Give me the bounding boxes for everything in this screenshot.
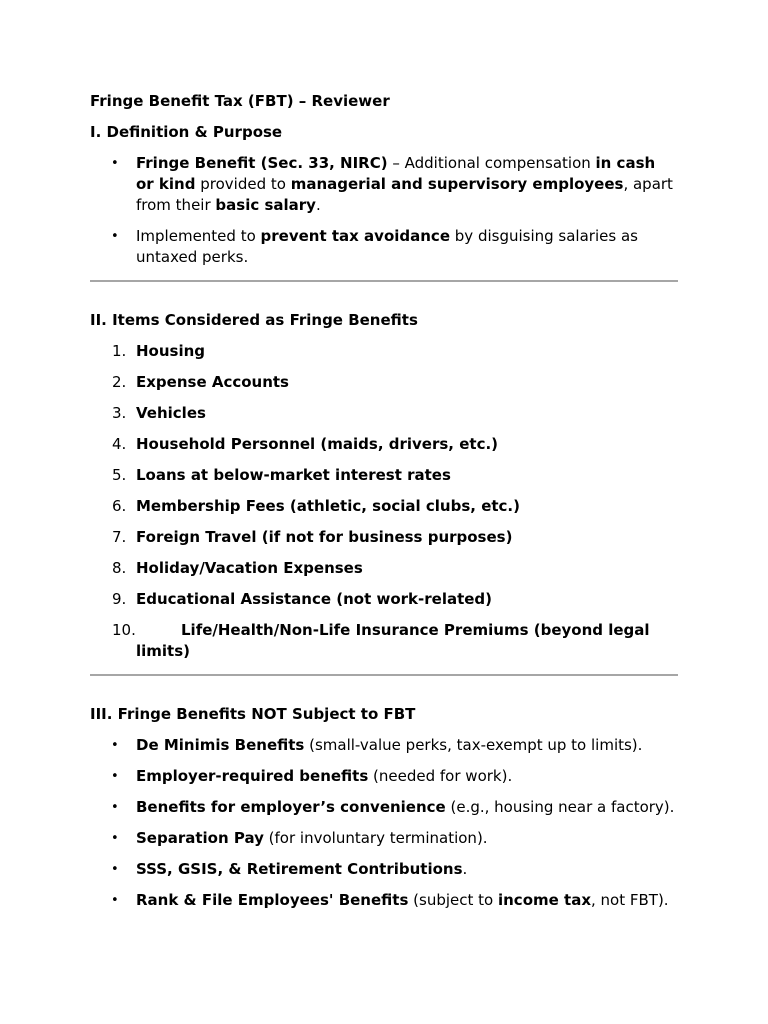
item-text: Membership Fees (athletic, social clubs, etc.) <box>136 497 520 515</box>
list-item <box>90 620 678 662</box>
term: SSS, GSIS, & Retirement Contributions <box>136 860 463 878</box>
horizontal-divider <box>90 674 678 676</box>
term: prevent tax avoidance <box>260 227 451 245</box>
term: Benefits for employer’s convenience <box>136 798 446 816</box>
section-1-heading: I. Definition & Purpose <box>90 123 283 141</box>
horizontal-divider <box>90 280 678 282</box>
item-text: Loans at below-market interest rates <box>136 466 451 484</box>
item-text: Household Personnel (maids, drivers, etc.) <box>136 435 499 453</box>
list-item <box>90 558 678 579</box>
item-text: Housing <box>136 342 206 360</box>
list-item <box>90 434 678 455</box>
term: Rank & File Employees' Benefits <box>136 891 409 909</box>
section-3-list <box>90 735 678 911</box>
list-number: 6. <box>112 497 127 515</box>
text: – Additional compensation <box>387 154 596 172</box>
list-item <box>90 465 678 486</box>
list-number: 7. <box>112 528 127 546</box>
list-item <box>90 797 678 818</box>
list-number: 5. <box>112 466 127 484</box>
text: , apart from their <box>136 175 673 214</box>
list-item <box>90 372 678 393</box>
text: . <box>315 196 321 214</box>
term: in cash or kind <box>136 154 656 193</box>
list-number: 2. <box>112 373 127 391</box>
section-2-heading: II. Items Considered as Fringe Benefits <box>90 311 418 329</box>
list-number: 10. <box>112 621 136 639</box>
text: by disguising salaries as untaxed perks. <box>136 227 638 266</box>
list-number: 8. <box>112 559 127 577</box>
list-number: 1. <box>112 342 127 360</box>
text: Implemented to <box>136 227 261 245</box>
document-title: Fringe Benefit Tax (FBT) – Reviewer <box>90 92 390 110</box>
list-item <box>90 766 678 787</box>
list-item <box>90 341 678 362</box>
list-item <box>90 403 678 424</box>
term: Employer-required benefits <box>136 767 369 785</box>
term: Separation Pay <box>136 829 264 847</box>
item-text: Foreign Travel (if not for business purposes) <box>136 528 513 546</box>
item-text: Holiday/Vacation Expenses <box>136 559 363 577</box>
item-text: Vehicles <box>136 404 206 422</box>
text: (subject to <box>408 891 498 909</box>
list-item <box>90 527 678 548</box>
item-text: Educational Assistance (not work-related) <box>136 590 493 608</box>
term: basic salary <box>215 196 316 214</box>
list-number: 9. <box>112 590 127 608</box>
text: (small-value perks, tax-exempt up to limits). <box>304 736 643 754</box>
list-item <box>90 153 678 216</box>
list-number: 3. <box>112 404 127 422</box>
term: income tax <box>497 891 591 909</box>
section-1-list <box>90 153 678 268</box>
list-item <box>90 226 678 268</box>
section-3-heading: III. Fringe Benefits NOT Subject to FBT <box>90 705 416 723</box>
list-item <box>90 890 678 911</box>
list-item <box>90 735 678 756</box>
text: . <box>462 860 468 878</box>
section-2-list <box>90 341 678 662</box>
text: , not FBT). <box>591 891 669 909</box>
item-text: Expense Accounts <box>136 373 289 391</box>
item-text: Life/Health/Non-Life Insurance Premiums (beyond legal limits) <box>136 621 650 660</box>
list-item <box>90 859 678 880</box>
term: De Minimis Benefits <box>136 736 305 754</box>
list-item <box>90 589 678 610</box>
text: (needed for work). <box>368 767 513 785</box>
list-item <box>90 496 678 517</box>
text: provided to <box>195 175 291 193</box>
text: (e.g., housing near a factory). <box>445 798 675 816</box>
list-number: 4. <box>112 435 127 453</box>
term: managerial and supervisory employees <box>290 175 624 193</box>
text: (for involuntary termination). <box>263 829 488 847</box>
list-item <box>90 828 678 849</box>
term: Fringe Benefit (Sec. 33, NIRC) <box>136 154 388 172</box>
